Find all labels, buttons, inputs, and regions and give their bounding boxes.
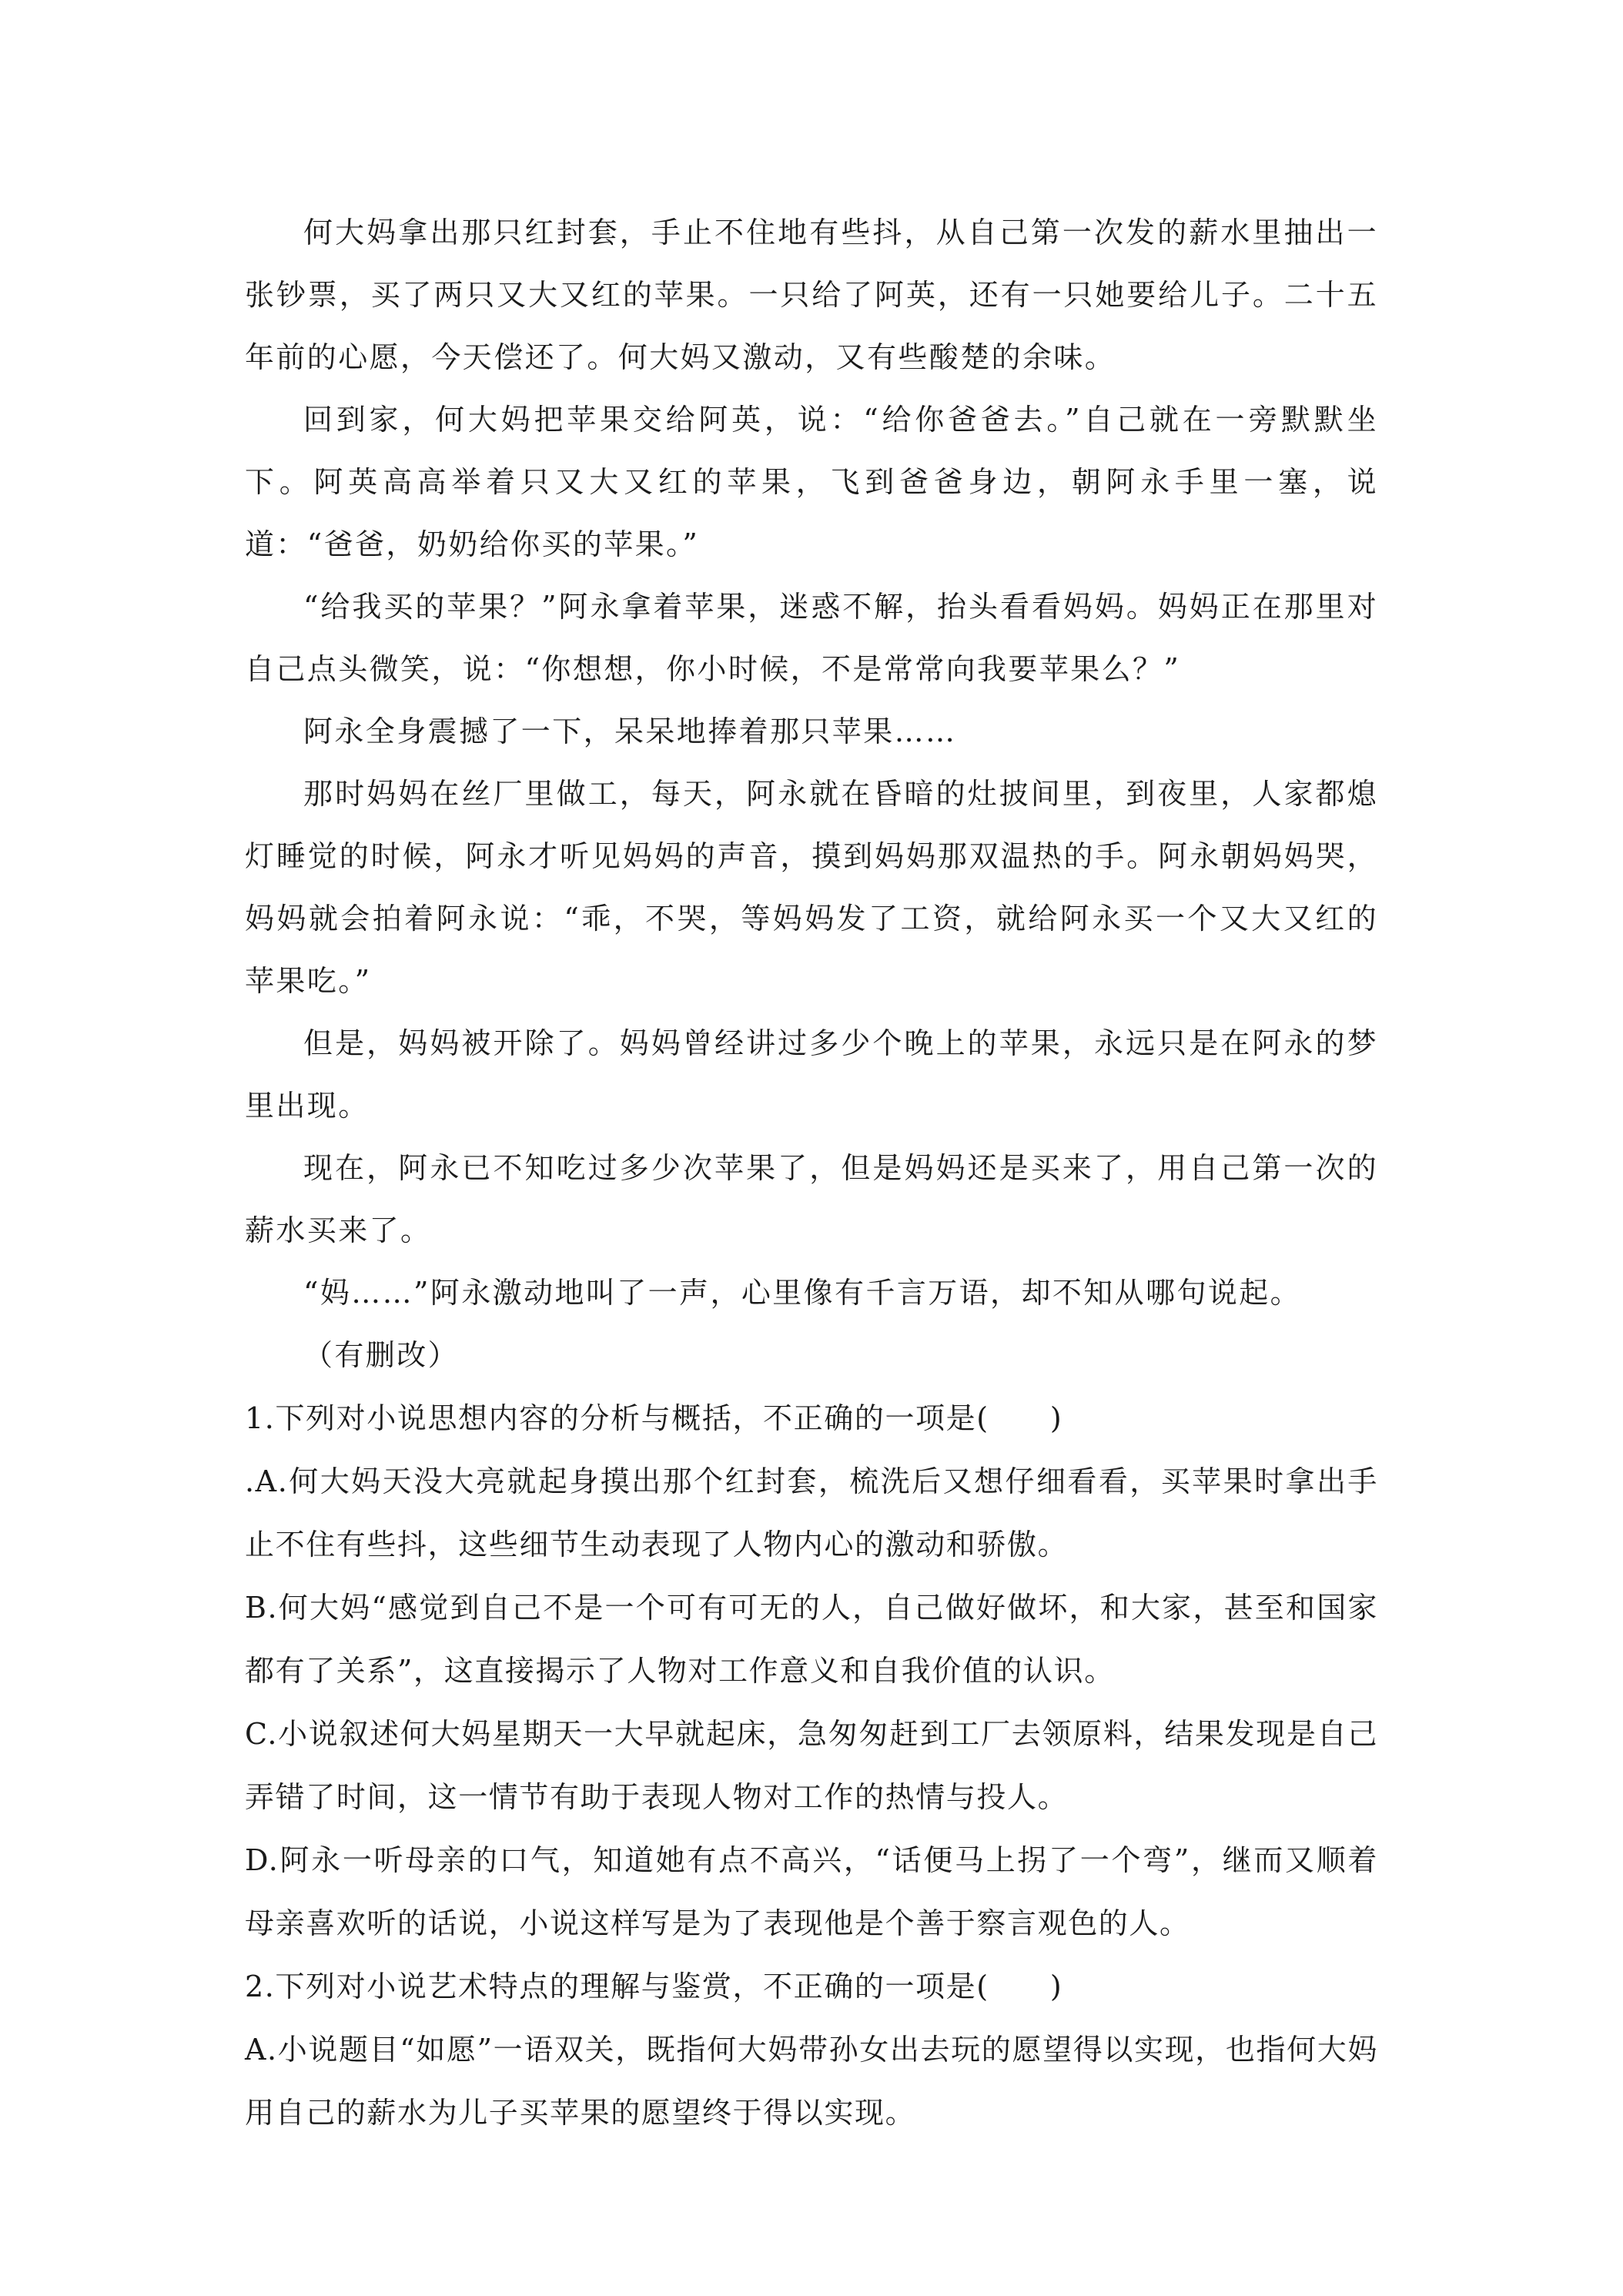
question-section [245, 1387, 1378, 2144]
question-1 [245, 1387, 1378, 1955]
story-paragraph: 现在，阿永已不知吃过多少次苹果了，但是妈妈还是买来了，用自己第一次的薪水买来了。 [245, 1151, 1378, 1247]
document-page [245, 202, 1378, 2144]
option-c: C.小说叙述何大妈星期天一大早就起床，急匆匆赶到工厂去领原料，结果发现是自己弄错了时间，这一情节有助于表现人物对工作的热情与投人。 [245, 1717, 1378, 1814]
option-a: A.小说题目“如愿”一语双关，既指何大妈带孙女出去玩的愿望得以实现，也指何大妈用自己的薪水为儿子买苹果的愿望终于得以实现。 [245, 2033, 1378, 2130]
source-credit: （有删改） [303, 1338, 460, 1372]
option-a: .A.何大妈天没大亮就起身摸出那个红封套，梳洗后又想仔细看看，买苹果时拿出手止不住有些抖，这些细节生动表现了人物内心的激动和骄傲。 [245, 1464, 1378, 1561]
story-excerpt [245, 202, 1378, 1387]
question-2 [245, 1955, 1378, 2144]
story-paragraph: 阿永全身震撼了一下，呆呆地捧着那只苹果…… [303, 715, 957, 748]
question-stem: 2.下列对小说艺术特点的理解与鉴赏，不正确的一项是( ) [245, 1970, 1063, 2003]
story-paragraph: 那时妈妈在丝厂里做工，每天，阿永就在昏暗的灶披间里，到夜里，人家都熄灯睡觉的时候，阿永才听见妈妈的声音，摸到妈妈那双温热的手。阿永朝妈妈哭，妈妈就会拍着阿永说：“乖，不哭，等妈妈发了工资，就给阿永买一个又大又红的苹果吃。” [245, 777, 1378, 998]
story-paragraph: 回到家，何大妈把苹果交给阿英，说：“给你爸爸去。”自己就在一旁默默坐下。阿英高高举着只又大又红的苹果，飞到爸爸身边，朝阿永手里一塞，说道：“爸爸，奶奶给你买的苹果。” [245, 403, 1378, 561]
option-d: D.阿永一听母亲的口气，知道她有点不高兴，“话便马上拐了一个弯”，继而又顺着母亲喜欢听的话说，小说这样写是为了表现他是个善于察言观色的人。 [245, 1843, 1378, 1940]
story-paragraph: 但是，妈妈被开除了。妈妈曾经讲过多少个晚上的苹果，永远只是在阿永的梦里出现。 [245, 1026, 1378, 1123]
story-paragraph: 何大妈拿出那只红封套，手止不住地有些抖，从自己第一次发的薪水里抽出一张钞票，买了两只又大又红的苹果。一只给了阿英，还有一只她要给儿子。二十五年前的心愿，今天偿还了。何大妈又激动，又有些酸楚的余味。 [245, 216, 1378, 374]
story-paragraph: “给我买的苹果？”阿永拿着苹果，迷惑不解，抬头看看妈妈。妈妈正在那里对自己点头微笑，说：“你想想，你小时候，不是常常向我要苹果么？” [245, 590, 1378, 686]
story-paragraph: “妈……”阿永激动地叫了一声，心里像有千言万语，却不知从哪句说起。 [303, 1276, 1302, 1310]
question-stem: 1.下列对小说思想内容的分析与概括，不正确的一项是( ) [245, 1401, 1063, 1435]
option-b: B.何大妈“感觉到自己不是一个可有可无的人，自己做好做坏，和大家，甚至和国家都有了关系”，这直接揭示了人物对工作意义和自我价值的认识。 [245, 1591, 1378, 1688]
